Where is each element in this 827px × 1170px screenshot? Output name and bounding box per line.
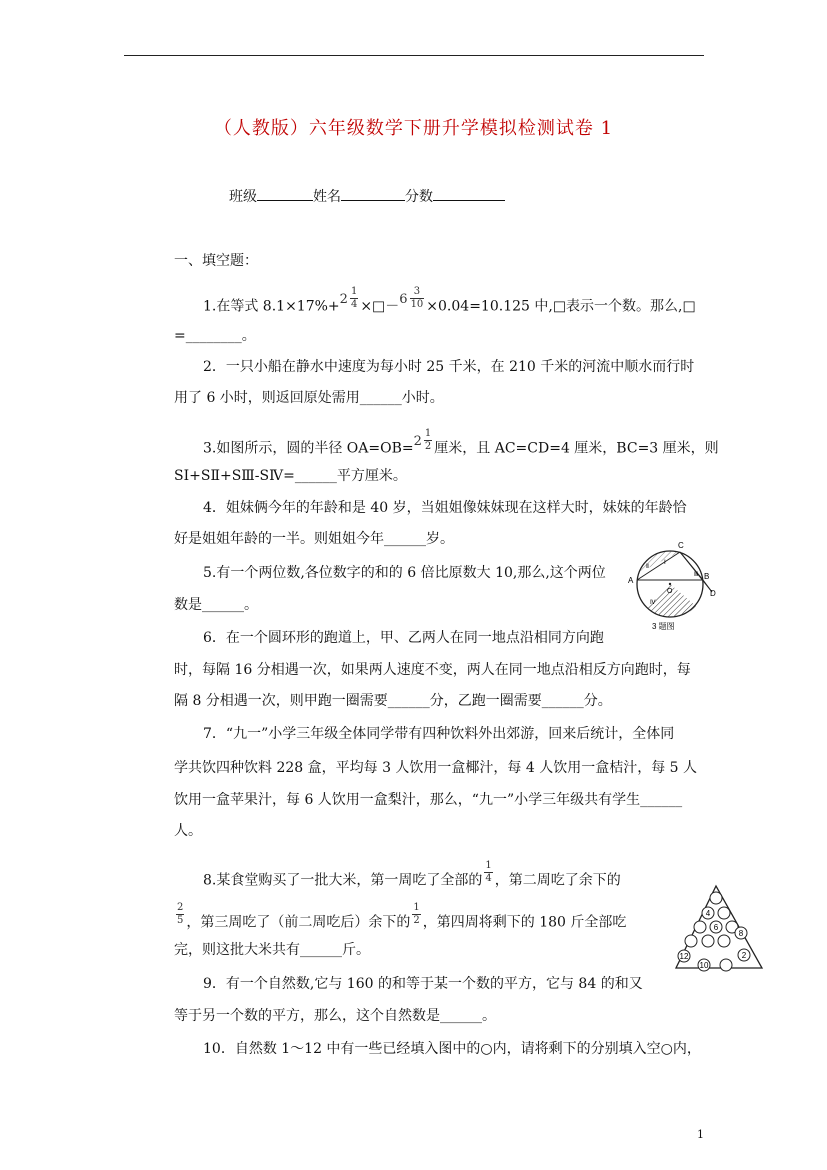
label-d: D (710, 589, 716, 598)
fraction-q8-1-4: $\frac{1}{4}$ (485, 860, 492, 884)
name-blank[interactable] (341, 186, 405, 201)
question-1-line-1: 1.在等式 8.1×17%+2 $\frac{1}{4}$ ×□－6 $\frac{3}{10}$ ×0.04=10.125 中,□表示一个数。那么,□ (203, 286, 696, 315)
label-b: B (704, 572, 710, 581)
number-6: 6 (713, 923, 719, 932)
number-8: 8 (738, 929, 744, 938)
fraction-3-10: $\frac{3}{10}$ (410, 286, 424, 310)
question-2-line-1: 2．一只小船在静水中速度为每小时 25 千米，在 210 千米的河流中顺水而行时 (203, 359, 695, 375)
label-region-i: Ⅰ (664, 560, 666, 566)
circle-slot-2 (718, 907, 730, 919)
name-label: 姓名 (313, 189, 341, 205)
label-o: O (667, 588, 673, 595)
question-8-line-1: 8.某食堂购买了一批大米，第一周吃了全部的 $\frac{1}{4}$ ，第二周吃了余下的 (203, 860, 621, 889)
page-title: （人教版）六年级数学下册升学模拟检测试卷 1 (213, 118, 614, 139)
number-2: 2 (741, 951, 747, 960)
circle-slot-9 (702, 935, 714, 947)
question-8-line-2: $\frac{2}{5}$ ，第三周吃了（前二周吃后）余下的 $\frac{1}{2}$ ，第四周将剩下的 180 斤全部吃 (177, 902, 627, 931)
question-4-line-2: 好是姐姐年龄的一半。则姐姐今年______岁。 (174, 531, 454, 547)
question-6-line-1: 6．在一个圆环形的跑道上，甲、乙两人在同一地点沿相同方向跑 (203, 630, 604, 646)
question-7-line-3: 饮用一盒苹果汁，每 6 人饮用一盒梨汁，那么，“九一”小学三年级共有学生______ (174, 792, 683, 808)
question-7-line-4: 人。 (174, 823, 202, 839)
question-1-line-2: =________。 (174, 328, 256, 344)
score-blank[interactable] (433, 186, 505, 201)
fraction-1-4: $\frac{1}{4}$ (350, 286, 358, 310)
fraction-q8-2-5: $\frac{2}{5}$ (177, 902, 184, 926)
triangle-diagram (672, 884, 768, 976)
question-7-line-1: 7．“九一”小学三年级全体同学带有四种饮料外出郊游，回来后统计，全体同 (203, 726, 675, 742)
student-info-line (229, 186, 505, 206)
question-6-line-2: 时，每隔 16 分相遇一次，如果两人速度不变，两人在同一地点沿相反方向跑时，每 (174, 662, 691, 678)
question-6-line-3: 隔 8 分相遇一次，则甲跑一圈需要______分，乙跑一圈需要______分。 (174, 693, 612, 709)
header-rule (124, 55, 704, 56)
label-region-iv: Ⅳ (650, 600, 656, 606)
question-3-line-1: 3.如图所示，圆的半径 OA=OB=2 $\frac{1}{2}$ 厘米，且 AC=CD=4 厘米，BC=3 厘米，则 (203, 428, 719, 457)
question-5-line-2: 数是______。 (174, 597, 258, 613)
question-4-line-1: 4．姐妹俩今年的年龄和是 40 岁，当姐姐像妹妹现在这样大时，妹妹的年龄恰 (203, 500, 687, 516)
question-3-line-2: SⅠ+SⅡ+SⅢ-SⅣ=______平方厘米。 (174, 468, 407, 484)
circle-slot-5 (694, 921, 706, 933)
figure-10 (672, 884, 768, 976)
number-4: 4 (705, 909, 711, 918)
page-number: 1 (697, 1128, 704, 1141)
question-8-line-3: 完，则这批大米共有______斤。 (174, 942, 370, 958)
figure-3-caption: 3 题图 (652, 622, 675, 631)
circle-slot-10 (718, 935, 730, 947)
label-a: A (628, 576, 634, 585)
question-5-line-1: 5.有一个两位数,各位数字的和的 6 倍比原数大 10,那么,这个两位 (203, 565, 606, 581)
question-9-line-1: 9．有一个自然数,它与 160 的和等于某一个数的平方，它与 84 的和又 (203, 976, 643, 992)
label-region-iii: Ⅲ (694, 572, 699, 578)
label-c: C (678, 541, 684, 550)
number-12: 12 (679, 952, 689, 961)
center-point (669, 583, 671, 585)
section-fill-in: 一、填空题： (174, 253, 258, 269)
fraction-1-2: $\frac{1}{2}$ (424, 428, 432, 452)
class-blank[interactable] (257, 186, 313, 201)
figure-3 (624, 536, 724, 636)
class-label: 班级 (229, 189, 257, 205)
question-9-line-2: 等于另一个数的平方，那么，这个自然数是______。 (174, 1008, 496, 1024)
score-label: 分数 (405, 189, 433, 205)
question-2-line-2: 用了 6 小时，则返回原处需用______小时。 (174, 390, 444, 406)
circle-slot-1 (710, 892, 722, 904)
number-10: 10 (699, 961, 709, 970)
label-region-ii: Ⅱ (646, 564, 649, 570)
circle-slot-8 (685, 935, 697, 947)
question-10-line-1: 10．自然数 1～12 中有一些已经填入图中的○内，请将剩下的分别填入空○内， (203, 1041, 701, 1057)
question-7-line-2: 学共饮四种饮料 228 盒，平均每 3 人饮用一盒椰汁，每 4 人饮用一盒桔汁，每 5 人 (174, 760, 698, 776)
circle-slot-14 (720, 959, 732, 971)
circle-diagram (624, 536, 724, 636)
fraction-q8-1-2: $\frac{1}{2}$ (413, 902, 420, 926)
